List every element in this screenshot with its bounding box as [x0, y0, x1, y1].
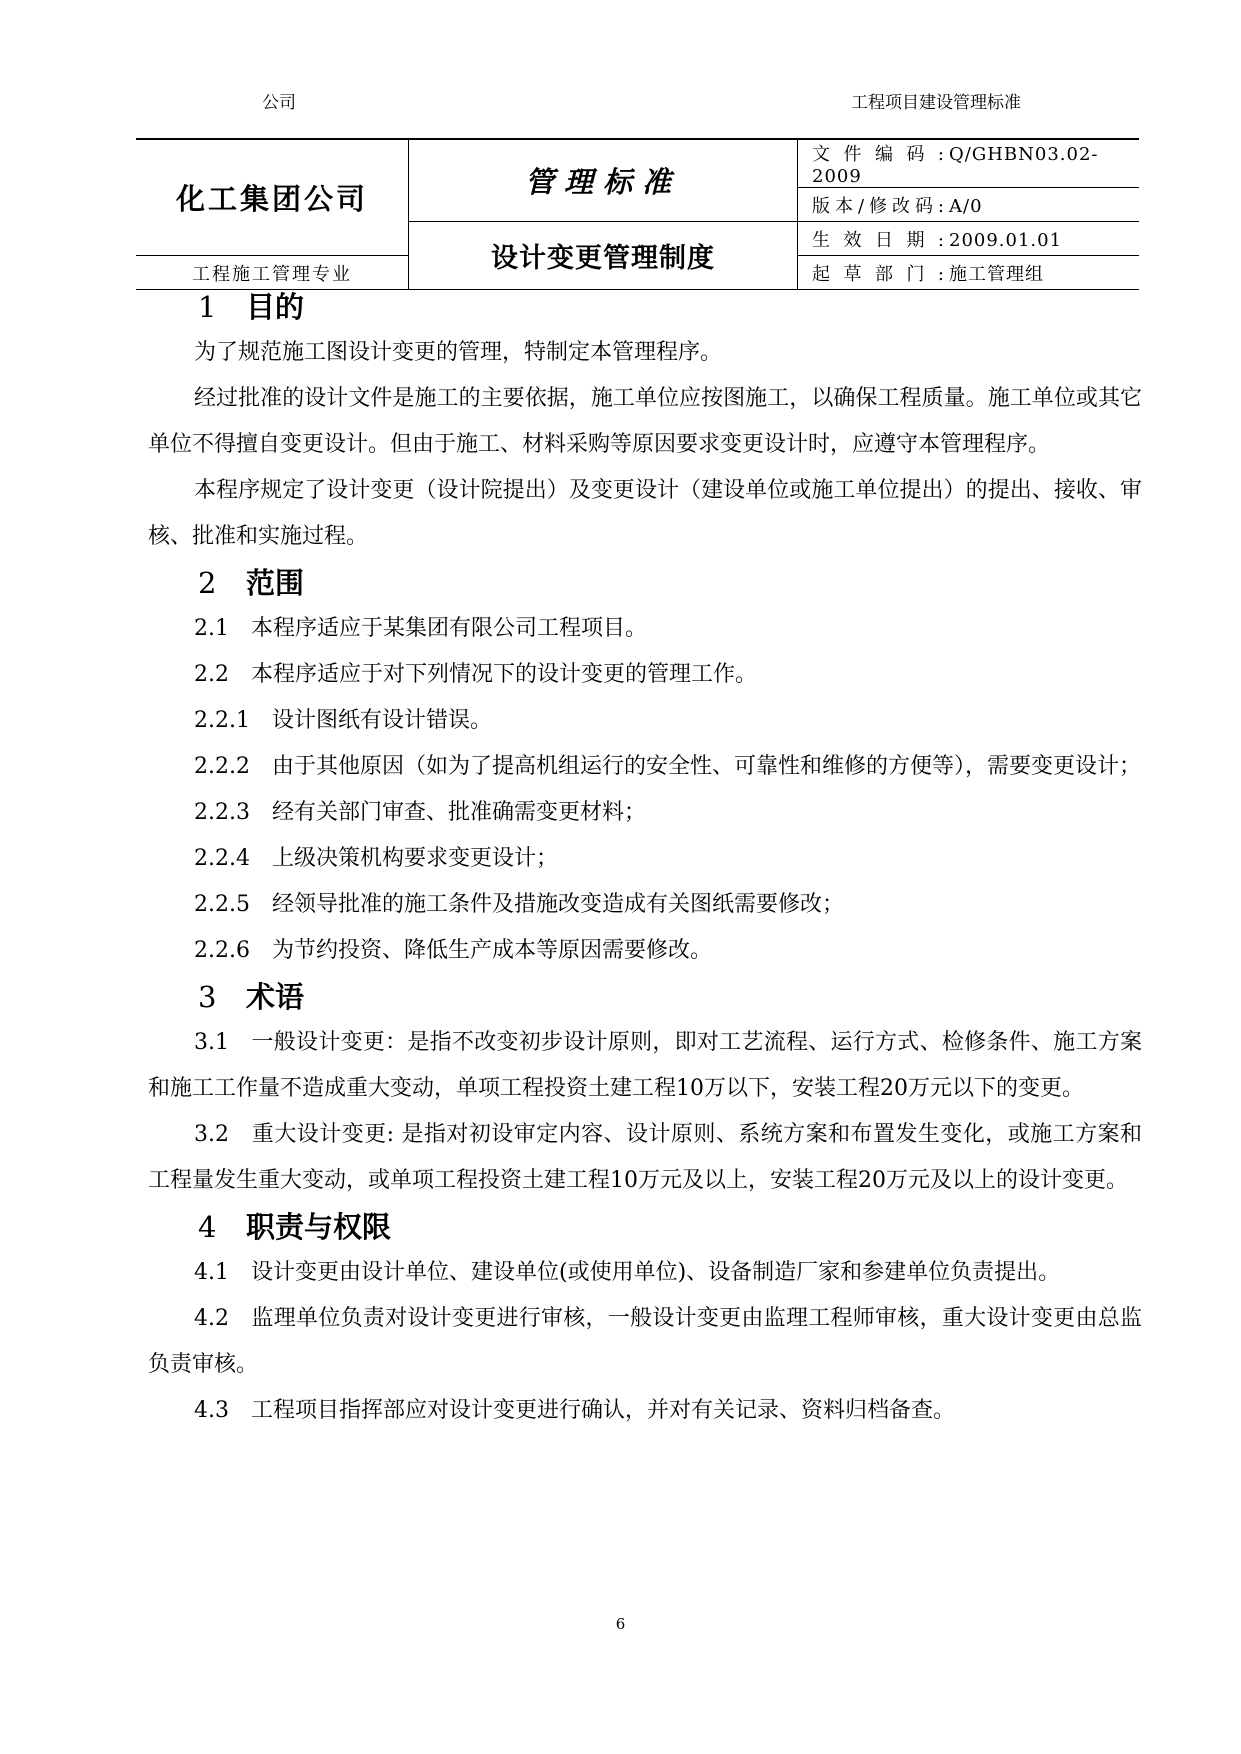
document-title: 设计变更管理制度	[409, 222, 798, 290]
section-heading	[148, 974, 1142, 1020]
department-name: 工程施工管理专业	[136, 256, 409, 290]
meta-label: 起草部门:	[812, 263, 945, 285]
paragraph: 经过批准的设计文件是施工的主要依据，施工单位应按图施工，以确保工程质量。施工单位或其它单位不得擅自变更设计。但由于施工、材料采购等原因要求变更设计时，应遵守本管理程序。	[148, 386, 1142, 457]
paragraph: 2.2.4 上级决策机构要求变更设计；	[194, 846, 558, 871]
standard-label: 管理标准	[409, 139, 798, 222]
paragraph: 4.2 监理单位负责对设计变更进行审核，一般设计变更由监理工程师审核，重大设计变更由总监负责审核。	[148, 1306, 1142, 1377]
paragraph: 2.2.6 为节约投资、降低生产成本等原因需要修改。	[194, 938, 712, 963]
meta-row	[798, 222, 1140, 256]
section-heading	[148, 284, 1142, 330]
paragraph: 2.2.3 经有关部门审查、批准确需变更材料；	[194, 800, 646, 825]
paragraph: 2.2.2 由于其他原因（如为了提高机组运行的安全性、可靠性和维修的方便等），需要变更设计；	[194, 754, 1141, 779]
meta-row	[798, 139, 1140, 188]
meta-value: A/0	[949, 195, 983, 217]
meta-value: 施工管理组	[949, 263, 1044, 285]
meta-label: 生效日期:	[812, 229, 945, 251]
document-header-table	[136, 138, 1139, 290]
section-title: 范围	[246, 566, 305, 600]
paragraph: 2.1 本程序适应于某集团有限公司工程项目。	[194, 616, 647, 641]
meta-label: 版本/修改码:	[812, 195, 945, 217]
header-company: 公司	[262, 93, 296, 113]
paragraph: 2.2.5 经领导批准的施工条件及措施改变造成有关图纸需要修改；	[194, 892, 844, 917]
section-title: 术语	[246, 980, 305, 1014]
paragraph: 4.1 设计变更由设计单位、建设单位(或使用单位)、设备制造厂家和参建单位负责提出。	[194, 1260, 1061, 1285]
section-heading	[148, 1204, 1142, 1250]
paragraph: 为了规范施工图设计变更的管理，特制定本管理程序。	[194, 340, 723, 365]
paragraph: 4.3 工程项目指挥部应对设计变更进行确认，并对有关记录、资料归档备查。	[194, 1398, 955, 1423]
paragraph: 3.1 一般设计变更：是指不改变初步设计原则，即对工艺流程、运行方式、检修条件、施工方案和施工工作量不造成重大变动，单项工程投资土建工程10万以下，安装工程20万元以下的变更。	[148, 1030, 1142, 1101]
section-title: 目的	[246, 290, 305, 324]
section-number: 1	[198, 290, 217, 324]
section-number: 2	[198, 566, 217, 600]
meta-value: 2009.01.01	[949, 229, 1063, 251]
paragraph: 2.2 本程序适应于对下列情况下的设计变更的管理工作。	[194, 662, 757, 687]
meta-row	[798, 188, 1140, 222]
page-number: 6	[615, 1615, 626, 1633]
paragraph: 本程序规定了设计变更（设计院提出）及变更设计（建设单位或施工单位提出）的提出、接收、审核、批准和实施过程。	[148, 478, 1142, 549]
document-body	[148, 284, 1142, 1434]
section-title: 职责与权限	[246, 1210, 392, 1244]
paragraph: 2.2.1 设计图纸有设计错误。	[194, 708, 492, 733]
section-number: 4	[198, 1210, 217, 1244]
paragraph: 3.2 重大设计变更: 是指对初设审定内容、设计原则、系统方案和布置发生变化，或施工方案和工程量发生重大变动，或单项工程投资土建工程10万元及以上，安装工程20万元及以上的设计变更。	[148, 1122, 1142, 1193]
header-doc-type: 工程项目建设管理标准	[851, 93, 1021, 113]
section-number: 3	[198, 980, 217, 1014]
meta-label: 文件编码:	[812, 144, 945, 165]
meta-value: Q/GHBN03.02-2009	[812, 144, 1099, 187]
company-name: 化工集团公司	[136, 139, 409, 256]
section-heading	[148, 560, 1142, 606]
